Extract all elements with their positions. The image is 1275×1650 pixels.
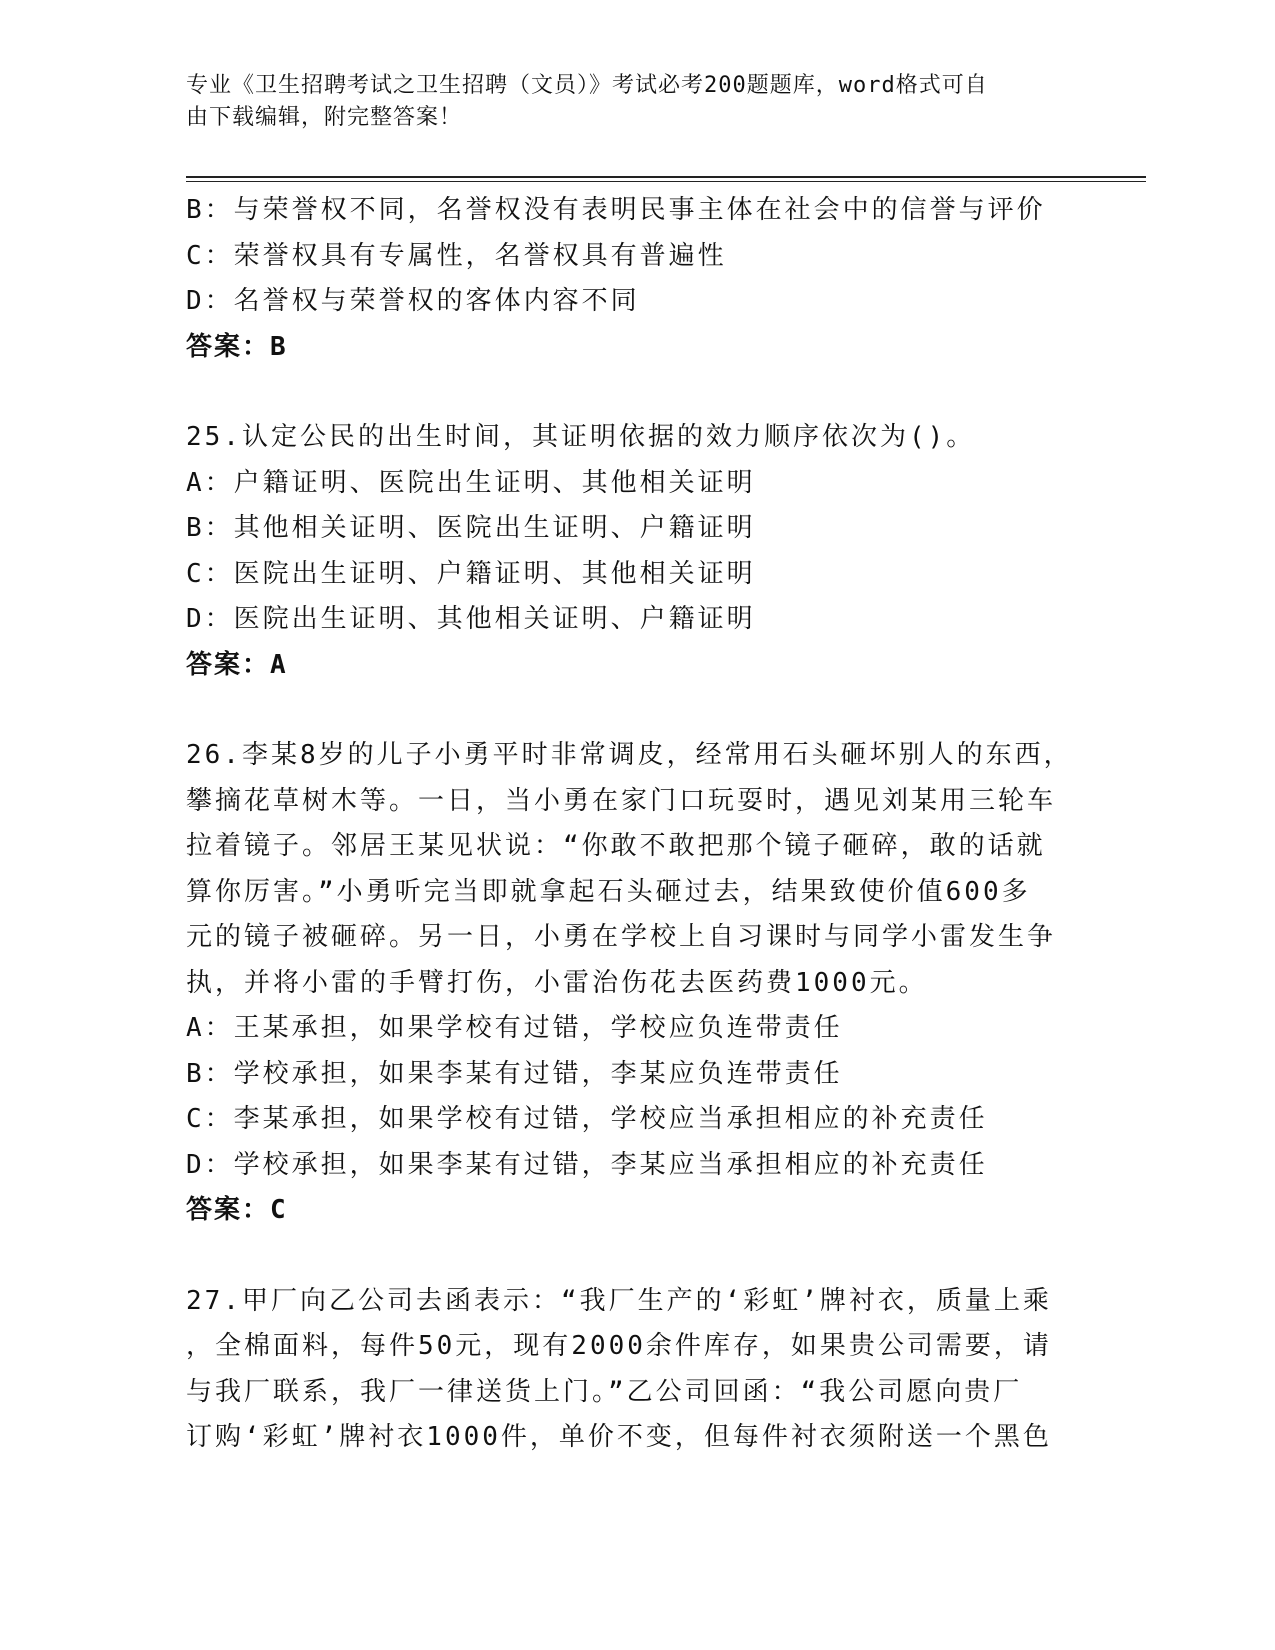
q25-option-d: D：医院出生证明、其他相关证明、户籍证明	[186, 604, 756, 634]
q27-stem-line: ，全棉面料，每件50元，现有2000余件库存，如果贵公司需要，请	[186, 1331, 1052, 1361]
q25-option-a: A：户籍证明、医院出生证明、其他相关证明	[186, 467, 756, 498]
spacer	[186, 370, 1066, 415]
q26-stem-line: 元的镜子被砸碎。另一日，小勇在学校上自习课时与同学小雷发生争	[186, 922, 1057, 952]
header-divider-thick	[186, 176, 1146, 178]
spacer	[186, 688, 1066, 733]
q26-stem-line: 26.李某8岁的儿子小勇平时非常调皮，经常用石头砸坏别人的东西，	[186, 740, 1073, 770]
q24-option-c: C：荣誉权具有专属性，名誉权具有普遍性	[186, 240, 727, 271]
q26-option-d: D：学校承担，如果李某有过错，李某应当承担相应的补充责任	[186, 1149, 988, 1180]
q26-option-c: C：李某承担，如果学校有过错，学校应当承担相应的补充责任	[186, 1104, 988, 1134]
q26-answer: 答案：C	[186, 1195, 288, 1225]
q26-option-b: B：学校承担，如果李某有过错，李某应负连带责任	[186, 1058, 843, 1089]
q27-stem-line: 与我厂联系，我厂一律送货上门。”乙公司回函：“我公司愿向贵厂	[186, 1376, 1023, 1407]
q26-stem-line: 拉着镜子。邻居王某见状说：“你敢不敢把那个镜子砸碎，敢的话就	[186, 831, 1046, 861]
q24-option-b: B：与荣誉权不同，名誉权没有表明民事主体在社会中的信誉与评价	[186, 195, 1046, 225]
document-header	[186, 70, 1066, 134]
header-line-1: 专业《卫生招聘考试之卫生招聘（文员）》考试必考200题题库，word格式可自	[186, 73, 988, 98]
header-divider-thin	[186, 181, 1146, 182]
q26-option-a: A：王某承担，如果学校有过错，学校应负连带责任	[186, 1013, 843, 1043]
q27-stem-line: 27.甲厂向乙公司去函表示：“我厂生产的‘彩虹’牌衬衣，质量上乘	[186, 1285, 1052, 1316]
q26-stem-line: 攀摘花草树木等。一日，当小勇在家门口玩耍时，遇见刘某用三轮车	[186, 785, 1057, 816]
q25-answer: 答案：A	[186, 649, 288, 680]
spacer	[186, 1234, 1066, 1279]
q25-option-c: C：医院出生证明、户籍证明、其他相关证明	[186, 558, 756, 589]
q24-option-d: D：名誉权与荣誉权的客体内容不同	[186, 286, 640, 316]
header-line-2: 由下载编辑，附完整答案！	[186, 105, 463, 130]
q27-stem-line: 订购‘彩虹’牌衬衣1000件，单价不变，但每件衬衣须附送一个黑色	[186, 1422, 1052, 1452]
q24-answer: 答案：B	[186, 331, 288, 362]
q25-stem: 25.认定公民的出生时间，其证明依据的效力顺序依次为()。	[186, 422, 976, 452]
q26-stem-line: 算你厉害。”小勇听完当即就拿起石头砸过去，结果致使价值600多	[186, 876, 1031, 907]
q26-stem-line: 执，并将小雷的手臂打伤，小雷治伤花去医药费1000元。	[186, 967, 928, 998]
q25-option-b: B：其他相关证明、医院出生证明、户籍证明	[186, 513, 756, 543]
document-body	[186, 188, 1073, 1461]
